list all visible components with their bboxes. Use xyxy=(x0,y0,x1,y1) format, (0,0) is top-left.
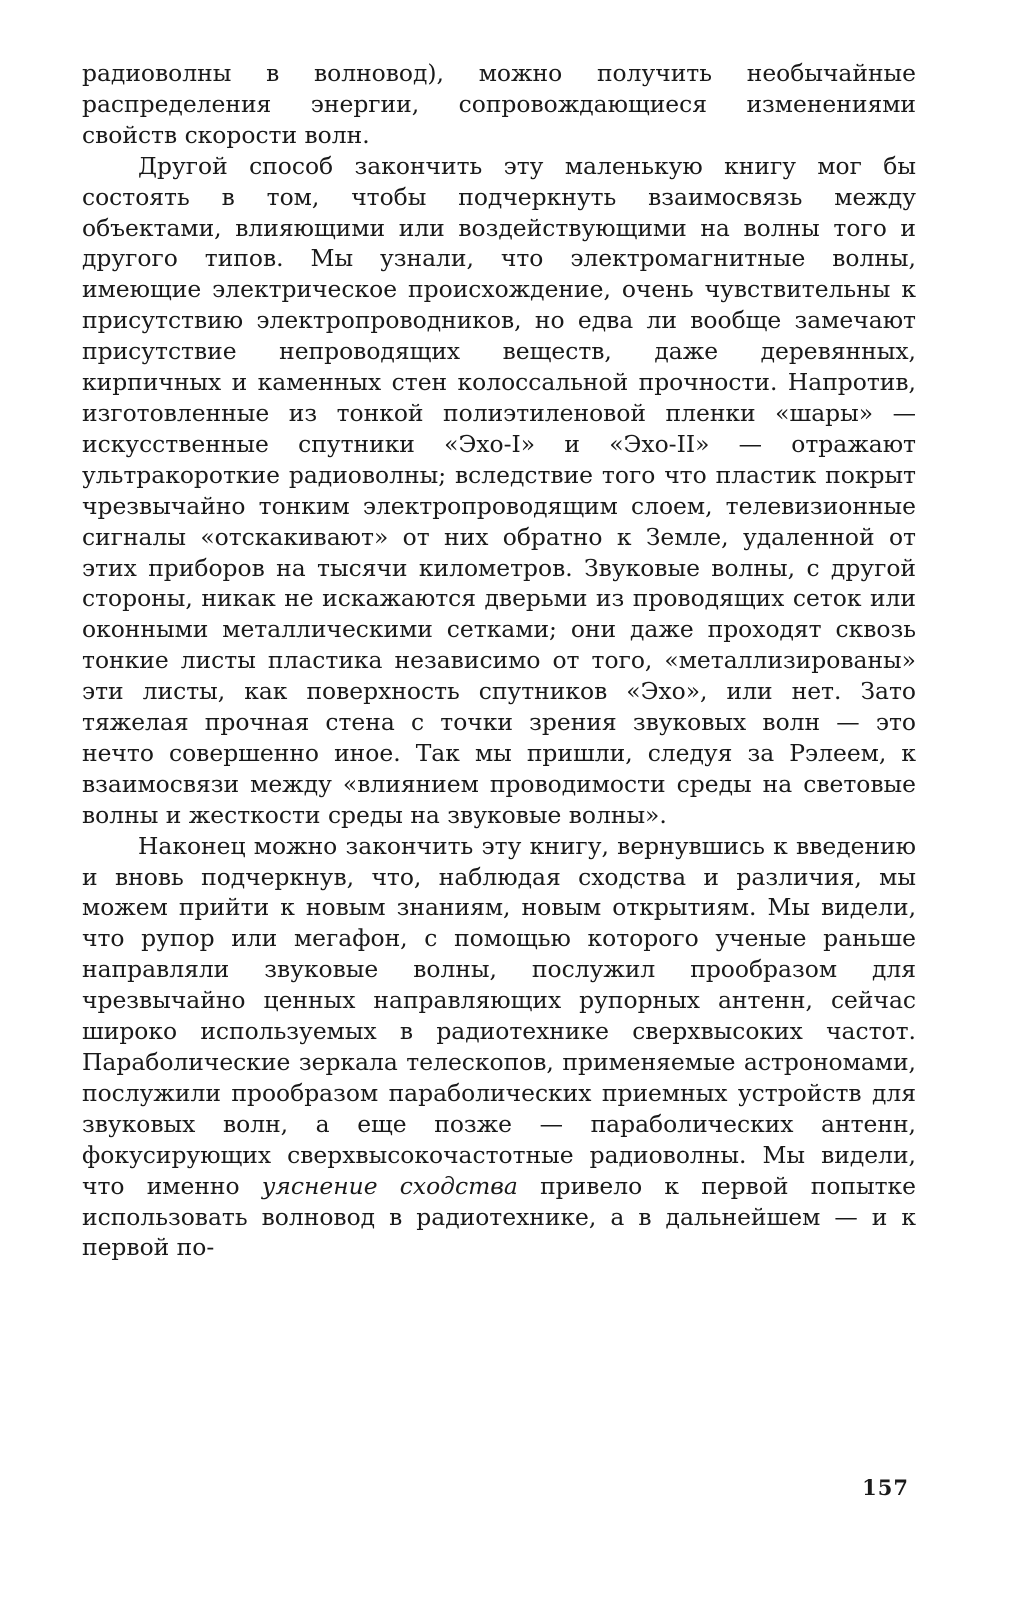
paragraph-wave-interaction: Другой способ закончить эту маленькую книгу мог бы состоять в том, чтобы подчеркнуть взаимосвязь между объектами, влияющими или воздействующими на волны того и другого типов. Мы узнали, что электромагнитные волны, имеющие электрическое происхождение, очень чувствительны к присутствию электропроводников, но едва ли вообще замечают присутствие непроводящих веществ, даже деревянных, кирпичных и каменных стен колоссальной прочности. Напротив, изготовленные из тонкой полиэтиленовой пленки «шары» — искусственные спутники «Эхо-I» и «Эхо-II» — отражают ультракороткие радиоволны; вследствие того что пластик покрыт чрезвычайно тонким электропроводящим слоем, телевизионные сигналы «отскакивают» от них обратно к Земле, удаленной от этих приборов на тысячи километров. Звуковые волны, с другой стороны, никак не искажаются дверьми из проводящих сеток или оконными металлическими сетками; они даже проходят сквозь тонкие листы пластика независимо от того, «металлизированы» эти листы, как поверхность спутников «Эхо», или нет. Зато тяжелая прочная стена с точки зрения звуковых волн — это нечто совершенно иное. Так мы пришли, следуя за Рэлеем, к взаимосвязи между «влиянием проводимости среды на световые волны и жесткости среды на звуковые волны». xyxy=(82,151,916,829)
page-text xyxy=(82,58,916,1263)
paragraph-conclusion-part-2: привело к первой попытке использовать волновод в радиотехнике, а в дальнейшем — и к первой по- xyxy=(82,1171,917,1262)
paragraph-conclusion-emphasis: уяснение сходства xyxy=(261,1171,518,1200)
paragraph-conclusion-part-1: Наконец можно закончить эту книгу, вернувшись к введению и вновь подчеркнув, что, наблюдая сходства и различия, мы можем прийти к новым знаниям, новым открытиям. Мы видели, что рупор или мегафон, с помощью которого ученые раньше направляли звуковые волны, послужил прообразом для чрезвычайно ценных направляющих рупорных антенн, сейчас широко используемых в радиотехнике сверхвысоких частот. Параболические зеркала телескопов, применяемые астрономами, послужили прообразом параболических приемных устройств для звуковых волн, а еще позже — параболических антенн, фокусирующих сверхвысокочастотные радиоволны. Мы видели, что именно xyxy=(82,831,916,1200)
page-number: 157 xyxy=(862,1475,909,1500)
paragraph-conclusion xyxy=(82,831,916,1264)
paragraph-continuation: радиоволны в волновод), можно получить необычайные распределения энергии, сопровождающиеся изменениями свойств скорости волн. xyxy=(82,59,916,149)
